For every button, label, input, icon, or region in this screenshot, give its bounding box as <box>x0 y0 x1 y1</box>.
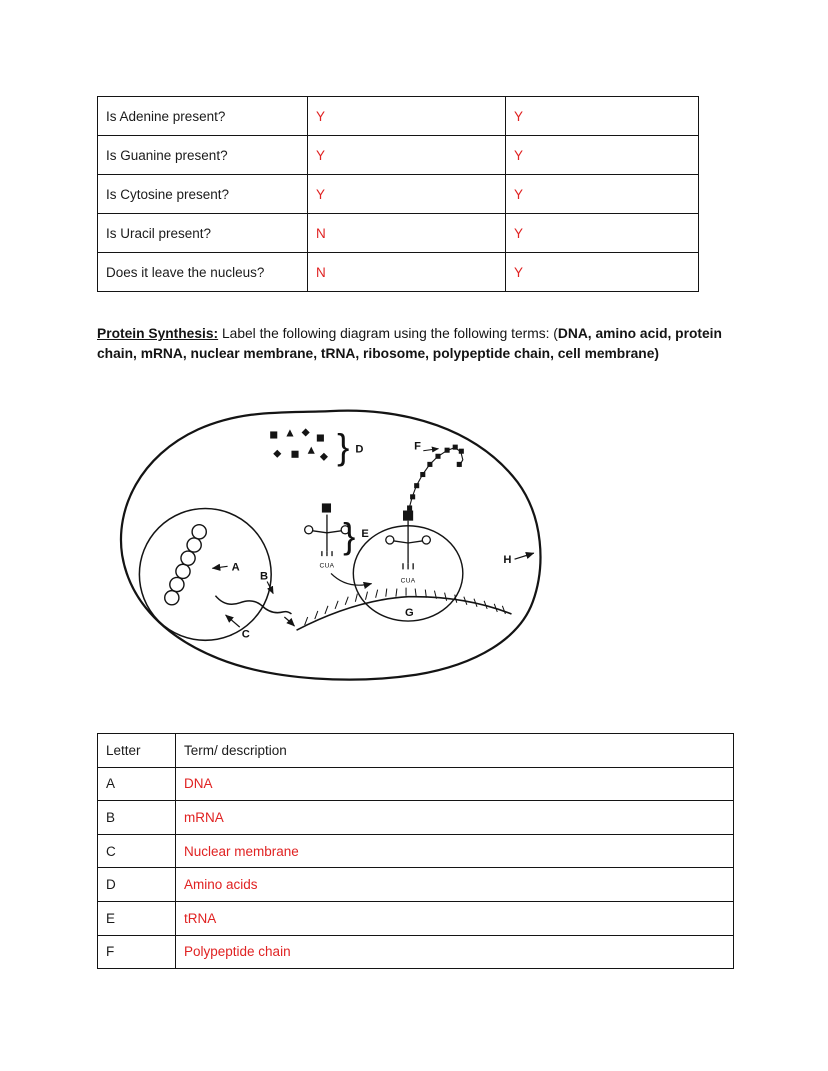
label-h-pointer <box>515 553 534 559</box>
letter-cell: E <box>98 901 176 935</box>
trna-to-ribosome-arrow <box>331 573 372 585</box>
table-header-row <box>98 734 734 768</box>
term-cell: tRNA <box>176 901 734 935</box>
answer-cell: Y <box>308 175 506 214</box>
answer-cell: Y <box>506 136 699 175</box>
protein-synthesis-diagram <box>112 403 552 693</box>
letter-cell: F <box>98 935 176 969</box>
table-row <box>98 935 734 969</box>
letter-header: Letter <box>98 734 176 768</box>
dna-helix <box>165 525 207 605</box>
diagram-label-f: F <box>414 440 421 453</box>
diagram-label-b: B <box>260 570 269 583</box>
table-row <box>98 253 699 292</box>
table-row <box>98 767 734 801</box>
table-row <box>98 214 699 253</box>
letter-cell: C <box>98 834 176 868</box>
question-cell: Is Adenine present? <box>98 97 308 136</box>
diagram-label-h: H <box>503 554 512 567</box>
mrna-strand <box>215 596 291 614</box>
label-f-pointer <box>423 449 438 451</box>
amino-acid-on-trna <box>403 511 413 521</box>
answer-cell: Y <box>308 97 506 136</box>
letter-cell: A <box>98 767 176 801</box>
table-row <box>98 901 734 935</box>
question-cell: Is Uracil present? <box>98 214 308 253</box>
anticodon-free: CUA <box>319 562 335 570</box>
answer-cell: Y <box>506 97 699 136</box>
table-row <box>98 834 734 868</box>
table-row <box>98 175 699 214</box>
term-cell: mRNA <box>176 801 734 835</box>
term-cell: DNA <box>176 767 734 801</box>
dna-rna-comparison-table <box>97 96 699 292</box>
instructions-paragraph <box>97 324 749 364</box>
anticodon-ribosome: CUA <box>400 577 416 585</box>
diagram-label-e: E <box>361 527 369 540</box>
letter-cell: B <box>98 801 176 835</box>
letter-cell: D <box>98 868 176 902</box>
question-cell: Does it leave the nucleus? <box>98 253 308 292</box>
instructions-lead: Label the following diagram using the following terms: ( <box>218 326 558 341</box>
brace-d: } <box>337 425 350 467</box>
answer-cell: Y <box>506 253 699 292</box>
term-cell: Polypeptide chain <box>176 935 734 969</box>
amino-acids-cluster <box>270 428 328 460</box>
term-cell: Amino acids <box>176 868 734 902</box>
table-row <box>98 97 699 136</box>
letter-term-table <box>97 733 734 969</box>
label-a-pointer <box>212 566 227 568</box>
question-cell: Is Guanine present? <box>98 136 308 175</box>
brace-e: } <box>343 515 356 557</box>
cell-membrane-outline <box>121 411 540 680</box>
mrna-codon-strand <box>297 597 512 631</box>
instructions-terms: DNA, amino acid, protein chain, mRNA, nuclear membrane, tRNA, ribosome, polypeptide chain, cell membrane) <box>97 326 722 361</box>
section-title: Protein Synthesis: <box>97 326 219 341</box>
diagram-svg <box>112 403 548 687</box>
question-cell: Is Cytosine present? <box>98 175 308 214</box>
answer-cell: Y <box>506 214 699 253</box>
diagram-label-d: D <box>355 443 364 456</box>
table-row <box>98 136 699 175</box>
answer-cell: N <box>308 214 506 253</box>
diagram-label-a: A <box>231 561 240 574</box>
term-cell: Nuclear membrane <box>176 834 734 868</box>
answer-cell: Y <box>308 136 506 175</box>
answer-cell: N <box>308 253 506 292</box>
diagram-label-g: G <box>405 606 414 619</box>
table-row <box>98 801 734 835</box>
diagram-label-c: C <box>241 628 250 641</box>
polypeptide-chain-beads <box>407 445 464 511</box>
table-row <box>98 868 734 902</box>
amino-acid-on-free-trna <box>322 503 331 512</box>
mrna-continue-arrow <box>284 617 294 626</box>
answer-cell: Y <box>506 175 699 214</box>
term-header: Term/ description <box>176 734 734 768</box>
label-c-pointer <box>226 615 240 627</box>
